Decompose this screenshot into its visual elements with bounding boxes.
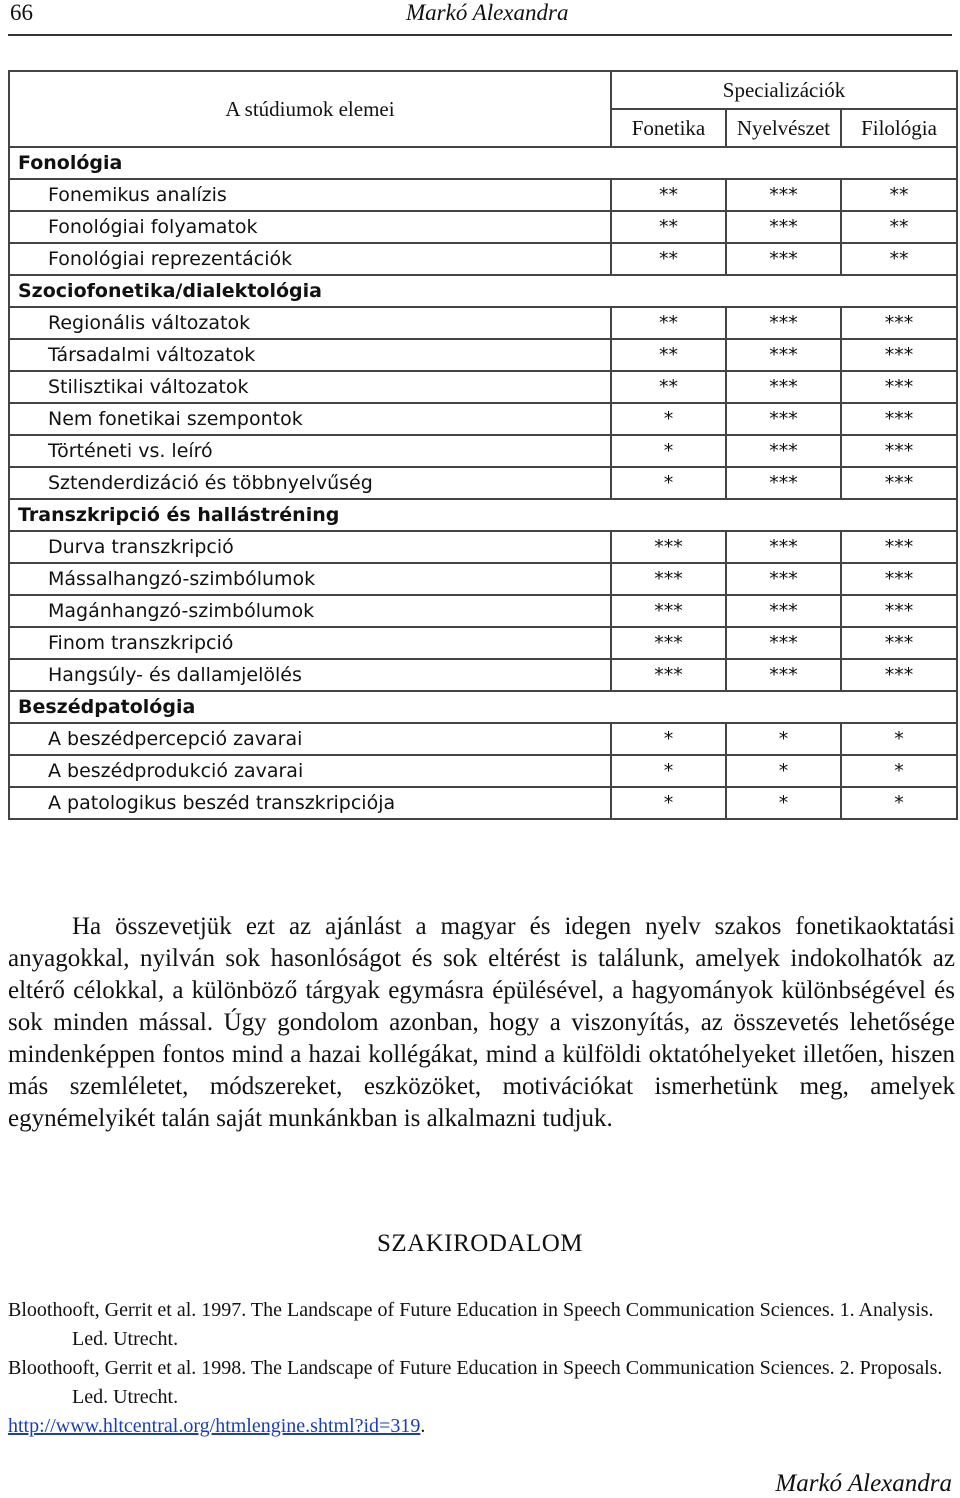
table-row [9, 723, 957, 755]
body-paragraph [8, 911, 955, 1135]
table-row [9, 307, 957, 339]
row-label: Fonológiai folyamatok [9, 211, 611, 243]
column-header-nyelveszet: Nyelvészet [726, 109, 841, 147]
bibliography-list [8, 1296, 958, 1441]
rating-cell: *** [841, 435, 957, 467]
rating-cell: * [726, 723, 841, 755]
paragraph-text: Ha összevetjük ezt az ajánlást a magyar és idegen nyelv szakos fonetikaoktatási anyagokkal, nyilván sok hasonlóságot és sok eltérést is találunk, amelyek indokolhatók az eltérő célokkal, a különböző tárgyak egymásra épülésével, a hagyományok különbségével és sok minden mással. Úgy gondolom azonban, hogy a viszonyítás, az összevetés lehetősége mindenképpen fontos mind a hazai kollégákat, mind a külföldi oktatóhelyeket illetően, hiszen más szemléletet, módszereket, eszközöket, motivációkat ismerhetünk meg, amelyek egynémelyikét talán saját munkánkban is alkalmazni tudjuk. [8, 913, 955, 1132]
row-label: A beszédprodukció zavarai [9, 755, 611, 787]
table-row [9, 243, 957, 275]
rating-cell: *** [726, 435, 841, 467]
rating-cell: ** [841, 179, 957, 211]
elements-header: A stúdiumok elemei [9, 71, 611, 147]
rating-cell: *** [726, 371, 841, 403]
row-label: Durva transzkripció [9, 531, 611, 563]
rating-cell: *** [726, 467, 841, 499]
reference-link-suffix: . [420, 1415, 426, 1437]
rating-cell: *** [726, 563, 841, 595]
section-row [9, 275, 957, 307]
rating-cell: * [611, 435, 726, 467]
rating-cell: *** [726, 627, 841, 659]
rating-cell: *** [611, 531, 726, 563]
table-row [9, 595, 957, 627]
rating-cell: * [611, 467, 726, 499]
rating-cell: *** [841, 339, 957, 371]
rating-cell: *** [611, 595, 726, 627]
page-header [8, 0, 952, 36]
rating-cell: *** [726, 307, 841, 339]
rating-cell: ** [841, 211, 957, 243]
table-row [9, 787, 957, 819]
row-label: Fonemikus analízis [9, 179, 611, 211]
rating-cell: * [611, 787, 726, 819]
rating-cell: *** [841, 467, 957, 499]
rating-cell: * [726, 755, 841, 787]
rating-cell: *** [726, 595, 841, 627]
rating-cell: ** [611, 307, 726, 339]
rating-cell: *** [726, 531, 841, 563]
row-label: Mássalhangzó-szimbólumok [9, 563, 611, 595]
rating-cell: * [841, 787, 957, 819]
rating-cell: *** [726, 211, 841, 243]
row-label: Regionális változatok [9, 307, 611, 339]
row-label: Nem fonetikai szempontok [9, 403, 611, 435]
section-row [9, 147, 957, 179]
rating-cell: *** [841, 531, 957, 563]
page-number: 66 [10, 0, 33, 25]
row-label: Stilisztikai változatok [9, 371, 611, 403]
reference-link[interactable]: http://www.hltcentral.org/htmlengine.shtml?id=319 [8, 1415, 421, 1437]
rating-cell: ** [611, 371, 726, 403]
reference-item: Bloothooft, Gerrit et al. 1998. The Landscape of Future Education in Speech Communication Sciences. 2. Proposals. Led. Utrecht. [8, 1357, 943, 1408]
rating-cell: ** [611, 211, 726, 243]
reference-link-line [8, 1412, 958, 1441]
section-row [9, 691, 957, 723]
rating-cell: *** [726, 659, 841, 691]
row-label: Történeti vs. leíró [9, 435, 611, 467]
row-label: A beszédpercepció zavarai [9, 723, 611, 755]
rating-cell: ** [611, 339, 726, 371]
table-row [9, 371, 957, 403]
rating-cell: *** [611, 659, 726, 691]
rating-cell: * [841, 755, 957, 787]
rating-cell: *** [841, 563, 957, 595]
rating-cell: *** [611, 563, 726, 595]
row-label: Fonológiai reprezentációk [9, 243, 611, 275]
rating-cell: * [841, 723, 957, 755]
rating-cell: * [726, 787, 841, 819]
table-row [9, 179, 957, 211]
table-row [9, 435, 957, 467]
rating-cell: *** [726, 179, 841, 211]
rating-cell: *** [841, 627, 957, 659]
row-label: Sztenderdizáció és többnyelvűség [9, 467, 611, 499]
table-row [9, 531, 957, 563]
rating-cell: * [611, 755, 726, 787]
table-row [9, 403, 957, 435]
rating-cell: * [611, 723, 726, 755]
section-title: Beszédpatológia [9, 691, 957, 723]
footer-author: Markó Alexandra [775, 1470, 952, 1497]
specializations-header: Specializációk [611, 71, 957, 109]
rating-cell: * [611, 403, 726, 435]
table-row [9, 467, 957, 499]
rating-cell: *** [726, 403, 841, 435]
rating-cell: *** [726, 339, 841, 371]
row-label: Magánhangzó-szimbólumok [9, 595, 611, 627]
section-title: Transzkripció és hallástréning [9, 499, 957, 531]
rating-cell: ** [611, 179, 726, 211]
rating-cell: *** [611, 627, 726, 659]
section-title: Szociofonetika/dialektológia [9, 275, 957, 307]
row-label: Hangsúly- és dallamjelölés [9, 659, 611, 691]
column-header-filologia: Filológia [841, 109, 957, 147]
rating-cell: *** [841, 659, 957, 691]
rating-cell: ** [611, 243, 726, 275]
header-author: Markó Alexandra [406, 0, 569, 25]
rating-cell: *** [841, 403, 957, 435]
column-header-fonetika: Fonetika [611, 109, 726, 147]
row-label: Társadalmi változatok [9, 339, 611, 371]
rating-cell: ** [841, 243, 957, 275]
specialization-table [8, 70, 958, 820]
table-row [9, 659, 957, 691]
section-title: Fonológia [9, 147, 957, 179]
rating-cell: *** [841, 307, 957, 339]
table-row [9, 563, 957, 595]
table-row [9, 627, 957, 659]
table-row [9, 211, 957, 243]
table-row [9, 755, 957, 787]
row-label: A patologikus beszéd transzkripciója [9, 787, 611, 819]
rating-cell: *** [841, 371, 957, 403]
row-label: Finom transzkripció [9, 627, 611, 659]
reference-item: Bloothooft, Gerrit et al. 1997. The Landscape of Future Education in Speech Communication Sciences. 1. Analysis. Led. Utrecht. [8, 1299, 934, 1350]
section-row [9, 499, 957, 531]
table-row [9, 339, 957, 371]
rating-cell: *** [726, 243, 841, 275]
bibliography-title: SZAKIRODALOM [377, 1230, 583, 1257]
rating-cell: *** [841, 595, 957, 627]
